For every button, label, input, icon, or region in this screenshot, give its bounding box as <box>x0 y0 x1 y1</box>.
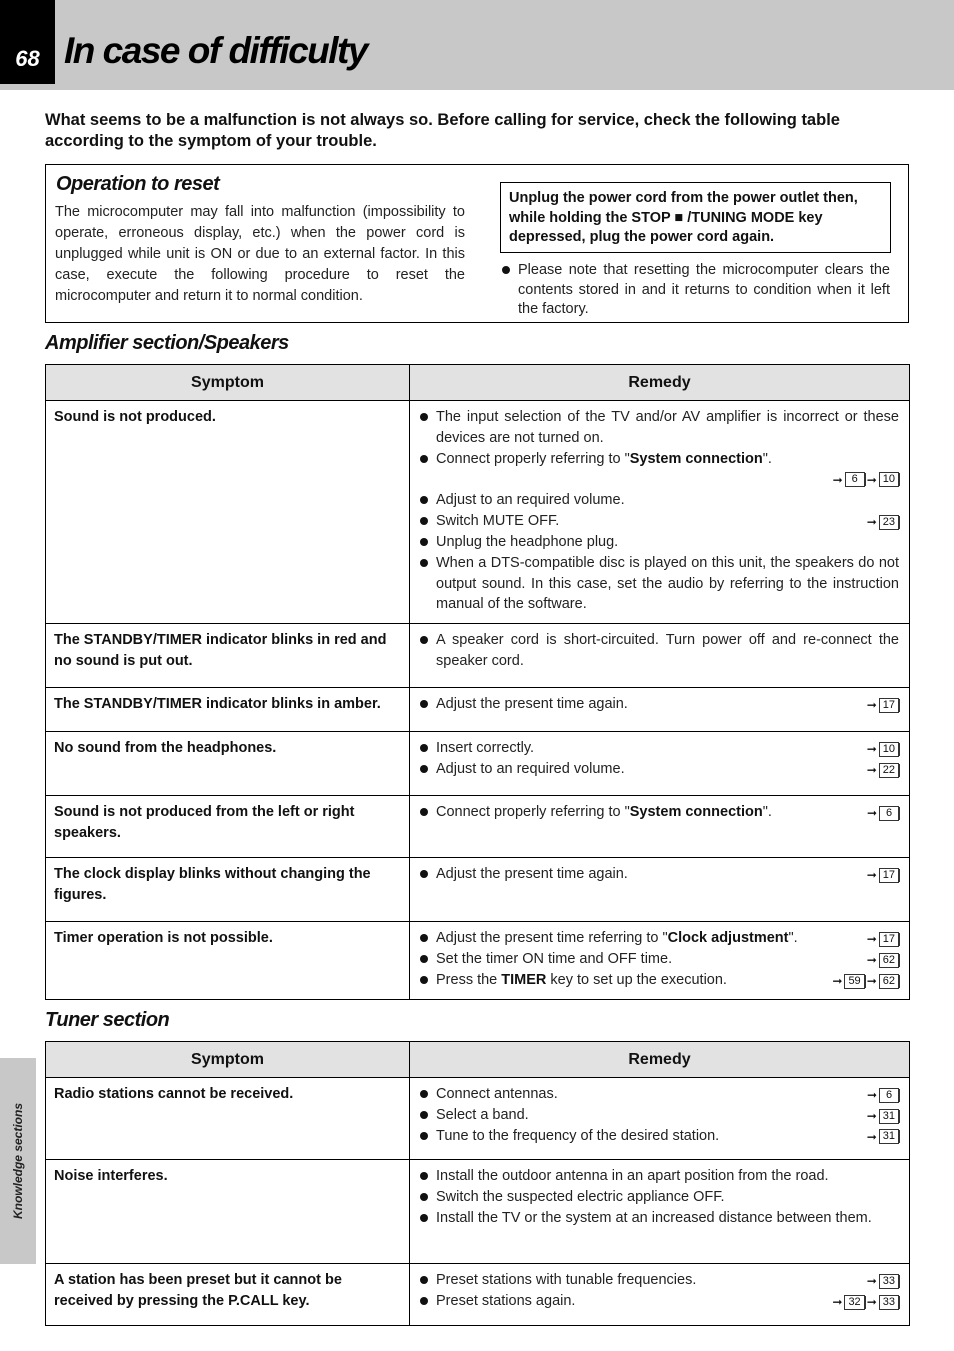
page-reference <box>867 929 899 950</box>
remedy-cell <box>410 401 910 624</box>
table-row <box>46 858 910 922</box>
remedy-item <box>418 802 901 823</box>
page-ref-box: 23 <box>879 515 899 530</box>
remedy-text: Install the TV or the system at an increased distance between them. <box>436 1209 872 1226</box>
remedy-text: Adjust the present time again. <box>436 696 628 713</box>
page-ref-box: 6 <box>845 472 865 487</box>
remedy-bold-text: System connection <box>629 804 763 821</box>
arrow-icon: ➞ <box>866 698 877 713</box>
table-row <box>46 401 910 624</box>
remedy-cell <box>410 624 910 688</box>
remedy-text: Adjust to an required volume. <box>436 492 625 509</box>
bullet-icon <box>502 266 510 274</box>
remedy-item <box>418 490 901 511</box>
page-reference <box>867 803 899 824</box>
column-header-remedy: Remedy <box>410 365 910 401</box>
reset-heading: Operation to reset <box>56 173 220 195</box>
remedy-cell <box>410 1078 910 1160</box>
remedy-text: Select a band. <box>436 1106 529 1123</box>
remedy-item <box>418 511 901 532</box>
remedy-item <box>418 864 901 885</box>
symptom-cell: The STANDBY/TIMER indicator blinks in amber. <box>46 688 410 732</box>
symptom-cell: The clock display blinks without changing the figures. <box>46 858 410 922</box>
tuner-heading: Tuner section <box>45 1009 170 1031</box>
bullet-icon <box>420 1214 428 1222</box>
table-row <box>46 1264 910 1326</box>
remedy-item <box>418 553 901 615</box>
page-number <box>0 0 55 84</box>
page-ref-box: 17 <box>879 868 899 883</box>
page-reference <box>867 1085 899 1106</box>
remedy-text: Press the <box>436 971 502 988</box>
arrow-icon: ➞ <box>832 1294 843 1309</box>
page-ref-box: 6 <box>879 1088 899 1103</box>
bullet-icon <box>420 765 428 773</box>
remedy-bold-text: TIMER <box>501 971 547 988</box>
page-reference <box>867 512 899 533</box>
arrow-icon: ➞ <box>866 1294 877 1309</box>
bullet-icon <box>420 538 428 546</box>
symptom-cell: The STANDBY/TIMER indicator blinks in red and no sound is put out. <box>46 624 410 688</box>
remedy-cell <box>410 732 910 796</box>
tuner-table <box>45 1041 910 1326</box>
bullet-icon <box>420 808 428 816</box>
remedy-text: Preset stations with tunable frequencies. <box>436 1272 697 1288</box>
column-header-remedy: Remedy <box>410 1042 910 1078</box>
remedy-item <box>418 1270 901 1291</box>
table-row <box>46 1078 910 1160</box>
page-number-text: 68 <box>15 46 40 71</box>
remedy-text: ". <box>762 804 772 821</box>
page-ref-box: 32 <box>844 1295 864 1310</box>
remedy-bold-text: Clock adjustment <box>667 930 789 947</box>
page-title: In case of difficulty <box>64 30 367 71</box>
arrow-icon: ➞ <box>866 742 877 757</box>
remedy-item <box>418 630 901 672</box>
page-reference <box>832 971 899 992</box>
reset-instruction: Unplug the power cord from the power outlet then, while holding the STOP ■ /TUNING MODE key depressed, plug the power cord again. <box>500 182 891 253</box>
bullet-icon <box>420 1297 428 1305</box>
remedy-cell <box>410 858 910 922</box>
remedy-item <box>418 532 901 553</box>
remedy-item <box>418 738 901 759</box>
bullet-icon <box>420 955 428 963</box>
remedy-item <box>418 759 901 780</box>
remedy-text: Connect properly referring to " <box>436 450 630 467</box>
remedy-text: When a DTS-compatible disc is played on this unit, the speakers do not output sound. In this case, set the audio by referring to the instruction manual of the software. <box>436 554 899 613</box>
remedy-text: Adjust to an required volume. <box>436 760 625 777</box>
reset-box <box>45 164 909 323</box>
arrow-icon: ➞ <box>866 762 877 777</box>
page-reference <box>867 865 899 886</box>
page-reference <box>418 469 901 490</box>
remedy-text: Switch the suspected electric appliance OFF. <box>436 1188 725 1205</box>
table-row <box>46 922 910 999</box>
page-reference <box>867 760 899 781</box>
remedy-cell <box>410 922 910 999</box>
table-header-row <box>46 1042 910 1078</box>
remedy-text: Switch MUTE OFF. <box>436 513 560 530</box>
remedy-item <box>418 407 901 449</box>
side-tab-label: Knowledge sections <box>11 1102 25 1220</box>
table-row <box>46 732 910 796</box>
page-ref-box: 17 <box>879 698 899 713</box>
bullet-icon <box>420 1132 428 1140</box>
bullet-icon <box>420 744 428 752</box>
arrow-icon: ➞ <box>866 1129 877 1144</box>
column-header-symptom: Symptom <box>46 1042 410 1078</box>
page-ref-box: 31 <box>879 1109 899 1124</box>
page-reference <box>867 950 899 971</box>
remedy-item <box>418 449 901 470</box>
symptom-cell: Noise interferes. <box>46 1160 410 1264</box>
page-ref-box: 31 <box>879 1129 899 1144</box>
arrow-icon: ➞ <box>866 1108 877 1123</box>
table-header-row <box>46 365 910 401</box>
remedy-item <box>418 1208 901 1229</box>
remedy-item <box>418 1084 901 1105</box>
page-ref-box: 10 <box>879 742 899 757</box>
arrow-icon: ➞ <box>866 973 877 988</box>
bullet-icon <box>420 559 428 567</box>
remedy-text: A speaker cord is short-circuited. Turn power off and re-connect the speaker cord. <box>436 632 899 669</box>
amplifier-table <box>45 364 910 1000</box>
remedy-text: Connect properly referring to " <box>436 804 630 821</box>
arrow-icon: ➞ <box>832 973 843 988</box>
page-reference <box>867 1271 899 1292</box>
remedy-text: Insert correctly. <box>436 740 535 757</box>
arrow-icon: ➞ <box>866 806 877 821</box>
arrow-icon: ➞ <box>866 1088 877 1102</box>
table-row <box>46 1160 910 1264</box>
remedy-text: Preset stations again. <box>436 1292 576 1309</box>
page-ref-box: 6 <box>879 806 899 821</box>
bullet-icon <box>420 517 428 525</box>
bullet-icon <box>420 1172 428 1180</box>
page-ref-box: 22 <box>879 763 899 778</box>
remedy-item <box>418 949 901 970</box>
page-reference <box>867 1106 899 1127</box>
reset-note-text: Please note that resetting the microcomputer clears the contents stored in and it returns to condition when it left the factory. <box>518 262 890 317</box>
page-ref-box: 33 <box>879 1274 899 1289</box>
reset-note <box>500 261 890 320</box>
remedy-cell <box>410 1264 910 1326</box>
remedy-text: Adjust the present time again. <box>436 866 628 883</box>
page-reference <box>867 1127 899 1148</box>
page-ref-box: 59 <box>844 974 864 989</box>
remedy-text: ". <box>788 930 798 947</box>
arrow-icon: ➞ <box>866 1274 877 1288</box>
remedy-item <box>418 1187 901 1208</box>
page-reference <box>867 695 899 716</box>
page-ref-box: 10 <box>879 472 899 487</box>
page-ref-box: 62 <box>879 974 899 989</box>
bullet-icon <box>420 870 428 878</box>
bullet-icon <box>420 496 428 504</box>
arrow-icon: ➞ <box>866 472 877 487</box>
table-row <box>46 624 910 688</box>
remedy-text: Connect antennas. <box>436 1086 558 1102</box>
remedy-item <box>418 694 901 715</box>
page-ref-box: 62 <box>879 953 899 968</box>
bullet-icon <box>420 455 428 463</box>
symptom-cell: Sound is not produced from the left or right speakers. <box>46 796 410 858</box>
reset-body: The microcomputer may fall into malfunction (impossibility to operate, erroneous display, etc.) when the power cord is unplugged while unit is ON or due to an external factor. In this case, execute the following procedure to reset the microcomputer and return it to normal condition. <box>55 204 465 304</box>
bullet-icon <box>420 700 428 708</box>
symptom-cell: Sound is not produced. <box>46 401 410 624</box>
remedy-cell <box>410 688 910 732</box>
page-reference <box>832 1292 899 1313</box>
remedy-text: Adjust the present time referring to " <box>436 930 668 947</box>
symptom-cell: No sound from the headphones. <box>46 732 410 796</box>
bullet-icon <box>420 1276 428 1284</box>
remedy-text: Unplug the headphone plug. <box>436 533 619 550</box>
remedy-text: The input selection of the TV and/or AV amplifier is incorrect or these devices are not turned on. <box>436 409 899 446</box>
remedy-item <box>418 1105 901 1126</box>
remedy-text: key to set up the execution. <box>546 971 727 988</box>
remedy-cell <box>410 1160 910 1264</box>
remedy-cell <box>410 796 910 858</box>
bullet-icon <box>420 1090 428 1098</box>
remedy-item <box>418 1291 901 1312</box>
symptom-cell: A station has been preset but it cannot be received by pressing the P.CALL key. <box>46 1264 410 1326</box>
remedy-item <box>418 928 901 949</box>
remedy-item <box>418 1166 901 1187</box>
remedy-item <box>418 1126 901 1147</box>
page-ref-box: 33 <box>879 1295 899 1310</box>
remedy-text: Set the timer ON time and OFF time. <box>436 950 673 967</box>
arrow-icon: ➞ <box>866 868 877 883</box>
table-row <box>46 688 910 732</box>
symptom-cell: Timer operation is not possible. <box>46 922 410 999</box>
bullet-icon <box>420 976 428 984</box>
remedy-text: Install the outdoor antenna in an apart position from the road. <box>436 1168 829 1184</box>
remedy-bold-text: System connection <box>629 450 763 467</box>
bullet-icon <box>420 636 428 644</box>
arrow-icon: ➞ <box>866 952 877 967</box>
remedy-item <box>418 970 901 991</box>
arrow-icon: ➞ <box>866 515 877 530</box>
amplifier-heading: Amplifier section/Speakers <box>45 332 289 354</box>
remedy-text: ". <box>762 450 772 467</box>
column-header-symptom: Symptom <box>46 365 410 401</box>
intro-text: What seems to be a malfunction is not always so. Before calling for service, check the following table according to the symptom of your trouble. <box>45 111 840 150</box>
bullet-icon <box>420 413 428 421</box>
arrow-icon: ➞ <box>866 932 877 947</box>
remedy-text: Tune to the frequency of the desired station. <box>436 1127 720 1144</box>
bullet-icon <box>420 1111 428 1119</box>
arrow-icon: ➞ <box>832 472 843 487</box>
symptom-cell: Radio stations cannot be received. <box>46 1078 410 1160</box>
page-ref-box: 17 <box>879 932 899 947</box>
bullet-icon <box>420 1193 428 1201</box>
bullet-icon <box>420 934 428 942</box>
table-row <box>46 796 910 858</box>
page-reference <box>867 739 899 760</box>
